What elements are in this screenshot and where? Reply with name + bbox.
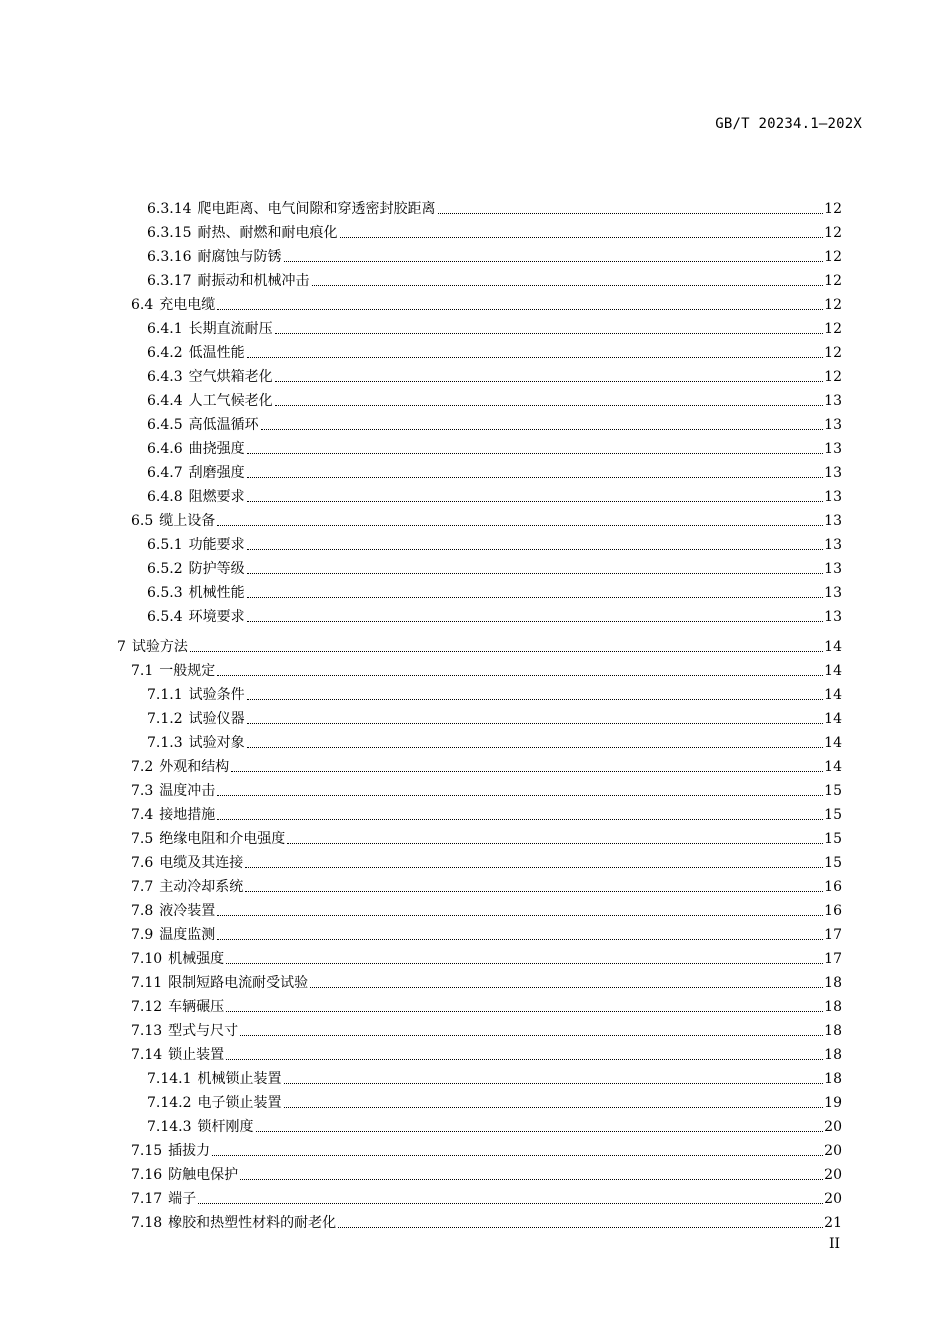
document-id-header: GB/T 20234.1—202X [715,116,862,132]
toc-entry-page: 14 [824,687,842,703]
toc-entry[interactable] [147,434,842,458]
toc-leader-dots [226,962,823,964]
toc-entry-title: 车辆碾压 [168,999,225,1015]
toc-entry[interactable] [147,680,842,704]
toc-leader-dots [287,842,823,844]
toc-entry-title: 长期直流耐压 [188,321,273,337]
toc-entry-page: 13 [824,489,842,505]
toc-entry-number: 7.4 [131,807,154,823]
toc-entry-page: 14 [824,735,842,751]
toc-leader-dots [226,1010,823,1012]
toc-entry-page: 13 [824,393,842,409]
toc-entry-page: 18 [824,1023,842,1039]
toc-entry[interactable] [147,482,842,506]
toc-entry-number: 7.14 [131,1047,163,1063]
toc-leader-dots [275,404,823,406]
toc-entry-number: 6.3.16 [147,249,192,265]
toc-entry-title: 试验对象 [188,735,245,751]
toc-entry-number: 6.5.2 [147,561,183,577]
toc-entry-page: 16 [824,879,842,895]
toc-entry[interactable] [147,578,842,602]
toc-entry[interactable] [147,458,842,482]
toc-entry[interactable] [131,290,842,314]
toc-entry-title: 端子 [168,1191,197,1207]
toc-entry-page: 12 [824,273,842,289]
toc-entry-title: 绝缘电阻和介电强度 [159,831,286,847]
toc-entry-title: 爬电距离、电气间隙和穿透密封胶距离 [197,201,436,217]
toc-entry-title: 限制短路电流耐受试验 [168,975,309,991]
toc-entry-number: 7.14.1 [147,1071,192,1087]
toc-entry[interactable] [147,602,842,626]
toc-entry[interactable] [147,530,842,554]
toc-entry-page: 14 [824,663,842,679]
toc-entry-page: 17 [824,951,842,967]
toc-entry-number: 7.1 [131,663,154,679]
toc-entry[interactable] [131,992,842,1016]
toc-entry-page: 18 [824,1071,842,1087]
toc-entry-title: 功能要求 [188,537,245,553]
toc-entry-title: 机械性能 [188,585,245,601]
toc-leader-dots [217,938,823,940]
toc-entry-title: 人工气候老化 [188,393,273,409]
toc-entry-page: 19 [824,1095,842,1111]
toc-entry[interactable] [147,266,842,290]
toc-entry[interactable] [131,506,842,530]
toc-leader-dots [212,1154,823,1156]
toc-entry-page: 12 [824,225,842,241]
toc-leader-dots [256,1130,823,1132]
toc-entry-number: 7.14.3 [147,1119,192,1135]
toc-entry-title: 机械强度 [168,951,225,967]
toc-entry-title: 刮磨强度 [188,465,245,481]
toc-entry[interactable] [131,800,842,824]
toc-entry-title: 缆上设备 [159,513,216,529]
toc-entry-page: 17 [824,927,842,943]
toc-entry[interactable] [147,1088,842,1112]
toc-entry-number: 6.4.1 [147,321,183,337]
toc-entry[interactable] [131,896,842,920]
toc-entry-number: 7.15 [131,1143,163,1159]
toc-entry-title: 插拔力 [168,1143,211,1159]
toc-entry-page: 16 [824,903,842,919]
toc-entry-number: 6.4.3 [147,369,183,385]
toc-entry-page: 15 [824,831,842,847]
toc-entry-title: 机械锁止装置 [197,1071,282,1087]
toc-leader-dots [312,284,823,286]
toc-leader-dots [261,428,823,430]
toc-entry-number: 6.4.5 [147,417,183,433]
toc-entry[interactable] [147,242,842,266]
toc-leader-dots [310,986,823,988]
toc-entry-page: 12 [824,249,842,265]
toc-leader-dots [217,674,823,676]
toc-leader-dots [275,332,823,334]
toc-leader-dots [198,1202,823,1204]
toc-entry[interactable] [131,1040,842,1064]
toc-entry[interactable] [117,632,842,656]
toc-entry-number: 7.14.2 [147,1095,192,1111]
toc-entry-title: 防触电保护 [168,1167,239,1183]
toc-entry[interactable] [147,314,842,338]
toc-leader-dots [217,914,823,916]
toc-entry[interactable] [147,338,842,362]
toc-entry-page: 13 [824,585,842,601]
toc-entry-number: 7.6 [131,855,154,871]
toc-entry-page: 15 [824,807,842,823]
toc-entry-number: 6.4.7 [147,465,183,481]
toc-entry-title: 空气烘箱老化 [188,369,273,385]
toc-leader-dots [247,746,823,748]
toc-entry[interactable] [131,944,842,968]
toc-entry[interactable] [131,968,842,992]
toc-entry-page: 13 [824,537,842,553]
toc-leader-dots [247,698,823,700]
toc-entry-number: 7 [117,639,126,655]
toc-entry-title: 充电电缆 [159,297,216,313]
toc-entry[interactable] [147,1064,842,1088]
toc-entry-page: 14 [824,759,842,775]
toc-entry-title: 试验仪器 [188,711,245,727]
toc-entry-title: 主动冷却系统 [159,879,244,895]
toc-leader-dots [340,236,823,238]
toc-entry-title: 高低温循环 [188,417,259,433]
toc-entry-number: 7.8 [131,903,154,919]
toc-entry-page: 14 [824,711,842,727]
toc-leader-dots [245,890,823,892]
toc-entry-number: 7.1.3 [147,735,183,751]
toc-entry-title: 型式与尺寸 [168,1023,239,1039]
toc-entry-title: 接地措施 [159,807,216,823]
toc-entry-page: 20 [824,1191,842,1207]
toc-entry-title: 耐热、耐燃和耐电痕化 [197,225,338,241]
toc-entry-title: 橡胶和热塑性材料的耐老化 [168,1215,337,1231]
toc-entry-number: 6.4.4 [147,393,183,409]
toc-entry-number: 6.4.6 [147,441,183,457]
toc-entry[interactable] [131,1160,842,1184]
toc-entry-title: 防护等级 [188,561,245,577]
toc-entry-title: 电子锁止装置 [197,1095,282,1111]
toc-entry-page: 13 [824,513,842,529]
toc-entry-number: 6.3.17 [147,273,192,289]
toc-entry-title: 外观和结构 [159,759,230,775]
toc-entry-title: 锁止装置 [168,1047,225,1063]
toc-entry[interactable] [131,872,842,896]
toc-entry-page: 18 [824,1047,842,1063]
toc-entry-number: 7.10 [131,951,163,967]
toc-entry-title: 试验方法 [131,639,188,655]
toc-leader-dots [190,650,823,652]
toc-entry-number: 7.11 [131,975,163,991]
toc-entry-number: 7.5 [131,831,154,847]
toc-entry-page: 21 [824,1215,842,1231]
toc-entry-number: 6.5.4 [147,609,183,625]
toc-entry[interactable] [131,1208,842,1232]
toc-entry[interactable] [147,704,842,728]
toc-leader-dots [217,818,823,820]
toc-leader-dots [247,452,823,454]
toc-entry[interactable] [147,386,842,410]
toc-entry-title: 环境要求 [188,609,245,625]
toc-entry-number: 6.3.14 [147,201,192,217]
toc-entry-page: 12 [824,297,842,313]
toc-entry-title: 阻燃要求 [188,489,245,505]
toc-leader-dots [240,1034,823,1036]
toc-entry-title: 液冷装置 [159,903,216,919]
toc-entry[interactable] [147,362,842,386]
toc-leader-dots [240,1178,823,1180]
toc-leader-dots [247,476,823,478]
toc-entry-number: 7.18 [131,1215,163,1231]
toc-leader-dots [338,1226,823,1228]
toc-entry-page: 15 [824,783,842,799]
toc-leader-dots [284,1106,823,1108]
toc-entry-page: 12 [824,321,842,337]
toc-entry-number: 6.5.1 [147,537,183,553]
toc-entry-page: 12 [824,369,842,385]
toc-entry-page: 13 [824,417,842,433]
toc-entry-title: 一般规定 [159,663,216,679]
toc-leader-dots [247,722,823,724]
toc-leader-dots [275,380,823,382]
toc-entry-title: 耐振动和机械冲击 [197,273,310,289]
toc-entry[interactable] [131,752,842,776]
toc-entry-title: 温度监测 [159,927,216,943]
toc-entry-number: 7.7 [131,879,154,895]
toc-entry[interactable] [147,1112,842,1136]
toc-entry-page: 13 [824,465,842,481]
toc-entry-number: 6.3.15 [147,225,192,241]
toc-leader-dots [247,548,823,550]
toc-entry-number: 7.16 [131,1167,163,1183]
toc-entry-title: 曲挠强度 [188,441,245,457]
toc-entry[interactable] [147,218,842,242]
toc-leader-dots [247,620,823,622]
toc-leader-dots [247,572,823,574]
toc-entry[interactable] [131,920,842,944]
toc-entry-title: 锁杆刚度 [197,1119,254,1135]
toc-leader-dots [217,308,823,310]
toc-entry-page: 20 [824,1143,842,1159]
toc-entry-number: 7.17 [131,1191,163,1207]
toc-leader-dots [284,260,823,262]
toc-entry-number: 6.4 [131,297,154,313]
toc-leader-dots [217,524,823,526]
toc-entry-title: 电缆及其连接 [159,855,244,871]
toc-leader-dots [231,770,823,772]
toc-entry-page: 15 [824,855,842,871]
toc-entry-number: 6.5.3 [147,585,183,601]
toc-entry[interactable] [131,656,842,680]
toc-entry[interactable] [147,728,842,752]
toc-leader-dots [245,866,823,868]
toc-leader-dots [247,356,823,358]
toc-entry-title: 耐腐蚀与防锈 [197,249,282,265]
page-number: II [828,1236,840,1252]
toc-entry[interactable] [147,194,842,218]
toc-leader-dots [247,500,823,502]
toc-entry-title: 温度冲击 [159,783,216,799]
toc-entry-page: 18 [824,975,842,991]
toc-entry-title: 低温性能 [188,345,245,361]
toc-entry[interactable] [131,776,842,800]
toc-entry-page: 14 [824,639,842,655]
toc-entry[interactable] [131,1184,842,1208]
toc-leader-dots [284,1082,823,1084]
toc-entry-page: 20 [824,1119,842,1135]
toc-entry-number: 7.9 [131,927,154,943]
toc-entry-number: 7.2 [131,759,154,775]
toc-entry-number: 7.1.1 [147,687,183,703]
toc-entry-number: 6.4.2 [147,345,183,361]
toc-entry-number: 6.4.8 [147,489,183,505]
toc-entry-number: 6.5 [131,513,154,529]
toc-entry-number: 7.13 [131,1023,163,1039]
toc-entry-page: 12 [824,201,842,217]
toc-entry-page: 13 [824,561,842,577]
toc-entry-number: 7.12 [131,999,163,1015]
toc-entry-number: 7.1.2 [147,711,183,727]
toc-entry[interactable] [147,554,842,578]
toc-entry[interactable] [131,824,842,848]
toc-entry-page: 18 [824,999,842,1015]
toc-entry-number: 7.3 [131,783,154,799]
toc-entry-page: 12 [824,345,842,361]
toc-entry-page: 13 [824,441,842,457]
toc-leader-dots [226,1058,823,1060]
toc-leader-dots [217,794,823,796]
toc-entry-page: 13 [824,609,842,625]
toc-entry[interactable] [147,410,842,434]
toc-leader-dots [247,596,823,598]
toc-entry[interactable] [131,1016,842,1040]
toc-entry-page: 20 [824,1167,842,1183]
toc-entry-title: 试验条件 [188,687,245,703]
toc-entry[interactable] [131,1136,842,1160]
toc-entry[interactable] [131,848,842,872]
toc-leader-dots [438,212,823,214]
